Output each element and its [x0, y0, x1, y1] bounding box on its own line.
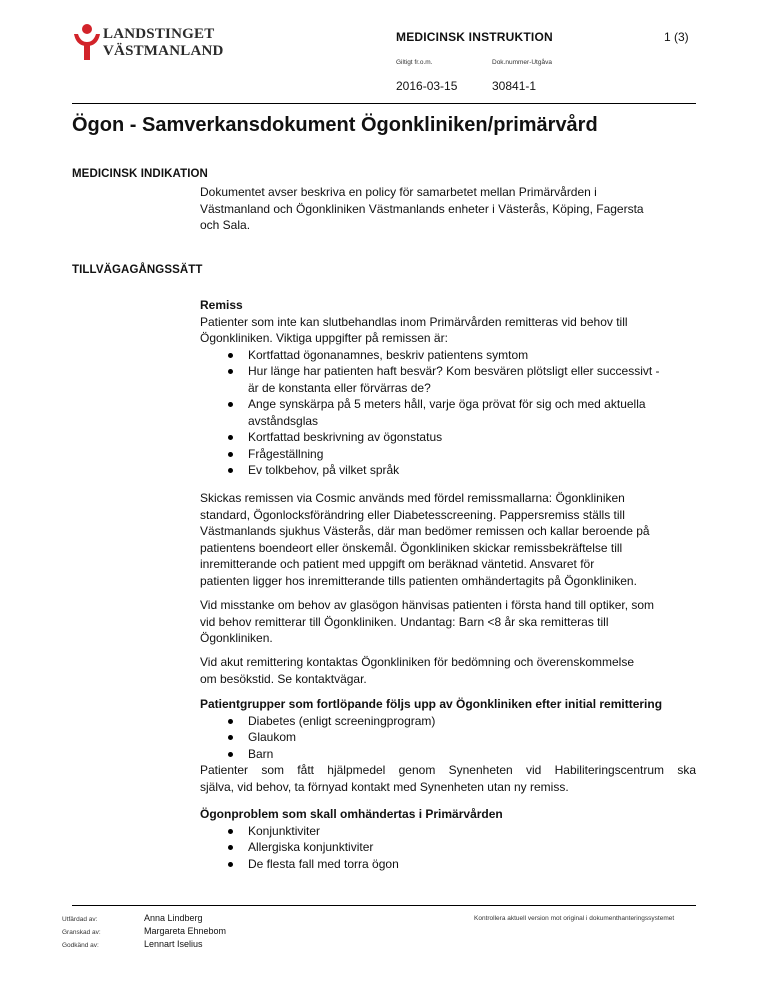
- list-item: [200, 729, 696, 746]
- list-item-text: Allergiska konjunktiviter: [248, 840, 374, 854]
- list-item: [200, 856, 696, 873]
- primary-care-bullet-list: [200, 823, 696, 873]
- list-item-text: är de konstanta eller förvärras de?: [248, 380, 431, 395]
- page-number: 1 (3): [664, 30, 689, 44]
- document-title: Ögon - Samverkansdokument Ögonkliniken/primärvård: [72, 114, 598, 136]
- list-item: [200, 363, 696, 396]
- list-item-text: Diabetes (enligt screeningprogram): [248, 713, 436, 728]
- indication-text: [200, 184, 696, 234]
- logo-line-2: VÄSTMANLAND: [103, 43, 224, 59]
- paragraph-line: om besökstid. Se kontaktvägar.: [200, 671, 367, 686]
- primary-care-heading: Ögonproblem som skall omhändertas i Primärvården: [200, 807, 503, 821]
- paragraph-line: vid behov remitterar till Ögonkliniken. Undantag: Barn <8 år ska remitteras till: [200, 614, 609, 629]
- paragraph-line: Patienter som fått hjälpmedel genom Synenheten vid Habiliteringscentrum ska: [200, 763, 696, 777]
- reviewed-by-name: Margareta Ehnebom: [144, 926, 227, 936]
- list-item: [200, 839, 696, 856]
- acute-paragraph: [200, 654, 696, 687]
- paragraph-line: Vid akut remittering kontaktas Ögonkliniken för bedömning och överenskommelse: [200, 655, 635, 669]
- valid-from-value: 2016-03-15: [396, 79, 458, 93]
- procedure-heading: TILLVÄGAGÅNGSSÄTT: [72, 264, 203, 276]
- list-item: [200, 462, 696, 479]
- indication-line: Dokumentet avser beskriva en policy för samarbetet mellan Primärvården i: [200, 185, 597, 199]
- issued-by-name: Anna Lindberg: [144, 913, 203, 923]
- list-item-text: Kortfattad ögonanamnes, beskriv patientens symtom: [248, 347, 529, 362]
- list-item-text: avståndsglas: [248, 413, 319, 428]
- paragraph-line: Västmanlands sjukhus Västerås, där man bedömer remissen och kallar beroende på: [200, 524, 650, 538]
- remiss-bullet-list: [200, 347, 696, 479]
- list-item: [200, 446, 696, 463]
- document-type: MEDICINSK INSTRUKTION: [396, 30, 553, 44]
- list-item-text: De flesta fall med torra ögon: [248, 856, 399, 871]
- remiss-intro-line: Ögonkliniken. Viktiga uppgifter på remissen är:: [200, 331, 448, 345]
- list-item-text: Barn: [248, 746, 274, 761]
- indication-line: och Sala.: [200, 218, 251, 232]
- paragraph-line: Vid misstanke om behov av glasögon hänvisas patienten i första hand till optiker, som: [200, 598, 655, 612]
- list-item-text: Glaukom: [248, 730, 297, 744]
- list-item-text: Kortfattad beskrivning av ögonstatus: [248, 430, 443, 444]
- list-item: [200, 347, 696, 364]
- followup-section: [200, 696, 696, 795]
- logo-line-1: LANDSTINGET: [103, 26, 215, 42]
- paragraph-line: standard, Ögonlocksförändring eller Diabetesscreening. Pappersremiss ställs till: [200, 507, 625, 522]
- primary-care-section: [200, 806, 696, 872]
- paragraph-line: inremitterande och patient med uppgift om beräknad väntetid. Ansvaret för: [200, 557, 595, 571]
- valid-from-label: Giltigt fr.o.m.: [396, 59, 433, 66]
- list-item: [200, 713, 696, 730]
- paragraph-line: Ögonkliniken.: [200, 631, 273, 645]
- glasses-paragraph: [200, 597, 696, 647]
- list-item: [200, 823, 696, 840]
- cosmic-paragraph: [200, 490, 696, 589]
- list-item-text: Ange synskärpa på 5 meters håll, varje öga prövat för sig och med aktuella: [248, 397, 646, 411]
- reviewed-by-label: Granskad av:: [62, 929, 101, 936]
- list-item-text: Konjunktiviter: [248, 823, 321, 838]
- doc-number-value: 30841-1: [492, 79, 537, 93]
- list-item-text: Hur länge har patienten haft besvär? Kom besvären plötsligt eller successivt -: [248, 364, 660, 378]
- issued-by-label: Utfärdad av:: [62, 916, 98, 923]
- version-control-note: Kontrollera aktuell version mot original i dokumenthanteringssystemet: [474, 915, 675, 922]
- paragraph-line: patientens boendeort eller önskemål. Ögonkliniken skickar remissbekräftelse till: [200, 540, 623, 555]
- indication-line: Västmanland och Ögonkliniken Västmanlands enheter i Västerås, Köping, Fagersta: [200, 201, 644, 216]
- organization-logo: [72, 22, 224, 66]
- list-item: [200, 429, 696, 446]
- approved-by-name: Lennart Iselius: [144, 939, 203, 949]
- list-item: [200, 396, 696, 429]
- header-divider: [72, 103, 696, 104]
- indication-heading: MEDICINSK INDIKATION: [72, 168, 208, 180]
- paragraph-line: själva, vid behov, ta förnyad kontakt med Synenheten utan ny remiss.: [200, 779, 569, 794]
- footer-divider: [72, 905, 696, 906]
- logo-emblem-icon: [72, 22, 102, 62]
- logo-wordmark: [103, 26, 224, 60]
- list-item: [200, 746, 696, 763]
- approved-by-label: Godkänd av:: [62, 942, 99, 949]
- doc-number-label: Dok.nummer-Utgåva: [492, 59, 552, 66]
- list-item-text: Frågeställning: [248, 446, 324, 461]
- followup-bullet-list: [200, 713, 696, 763]
- paragraph-line: Skickas remissen via Cosmic används med fördel remissmallarna: Ögonkliniken: [200, 491, 625, 505]
- remiss-heading: Remiss: [200, 298, 243, 312]
- remiss-section: [200, 297, 696, 479]
- paragraph-line: patienten ligger hos inremitterande tills patienten omhändertagits på Ögonkliniken.: [200, 573, 637, 588]
- remiss-intro-line: Patienter som inte kan slutbehandlas inom Primärvården remitteras vid behov till: [200, 314, 628, 329]
- list-item-text: Ev tolkbehov, på vilket språk: [248, 463, 400, 477]
- followup-heading: Patientgrupper som fortlöpande följs upp av Ögonkliniken efter initial remittering: [200, 697, 663, 711]
- followup-text: [200, 762, 696, 795]
